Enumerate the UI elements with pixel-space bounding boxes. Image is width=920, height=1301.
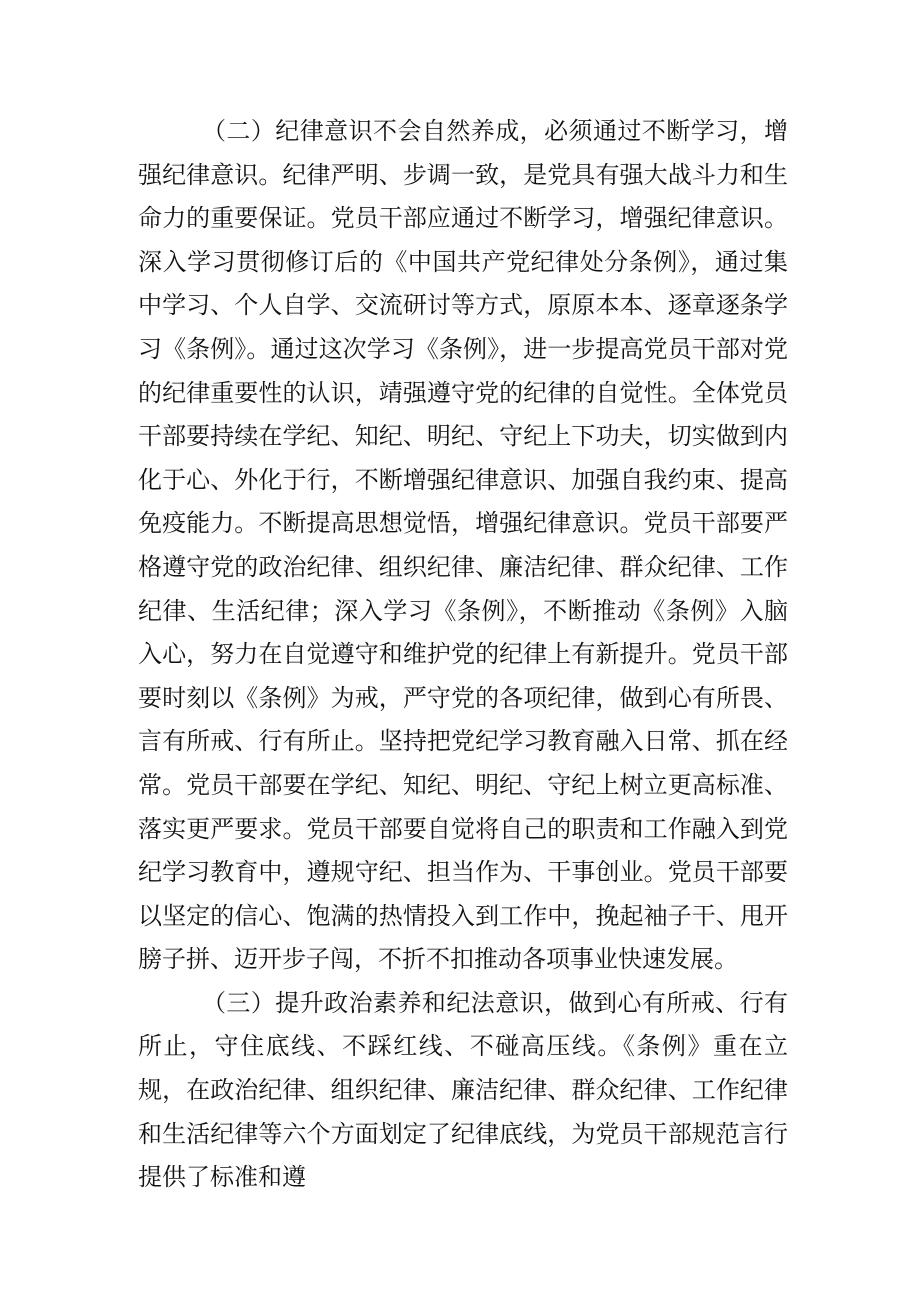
paragraph-political-literacy: （三）提升政治素养和纪法意识，做到心有所戒、行有所止，守住底线、不踩红线、不碰高压线。《条例》重在立规，在政治纪律、组织纪律、廉洁纪律、群众纪律、工作纪律和生活纪律等六个方面划定了纪律底线，为党员干部规范言行提供了标准和遵 (138, 988, 788, 1192)
paragraph-discipline-awareness: （二）纪律意识不会自然养成，必须通过不断学习，增强纪律意识。纪律严明、步调一致，是党具有强大战斗力和生命力的重要保证。党员干部应通过不断学习，增强纪律意识。深入学习贯彻修订后的《中国共产党纪律处分条例》，通过集中学习、个人自学、交流研讨等方式，原原本本、逐章逐条学习《条例》。通过这次学习《条例》，进一步提高党员干部对党的纪律重要性的认识，靖强遵守党的纪律的自觉性。全体党员干部要持续在学纪、知纪、明纪、守纪上下功夫，切实做到内化于心、外化于行，不断增强纪律意识、加强自我约束、提高免疫能力。不断提高思想觉悟，增强纪律意识。党员干部要严格遵守党的政治纪律、组织纪律、廉洁纪律、群众纪律、工作纪律、生活纪律；深入学习《条例》，不断推动《条例》入脑入心，努力在自觉遵守和维护党的纪律上有新提升。党员干部要时刻以《条例》为戒，严守党的各项纪律，做到心有所畏、言有所戒、行有所止。坚持把党纪学习教育融入日常、抓在经常。党员干部要在学纪、知纪、明纪、守纪上树立更高标准、落实更严要求。党员干部要自觉将自己的职责和工作融入到党纪学习教育中，遵规守纪、担当作为、干事创业。党员干部要以坚定的信心、饱满的热情投入到工作中，挽起袖子干、甩开膀子拼、迈开步子闯，不折不扣推动各项事业快速发展。 (138, 117, 788, 974)
document-body (138, 110, 788, 1200)
